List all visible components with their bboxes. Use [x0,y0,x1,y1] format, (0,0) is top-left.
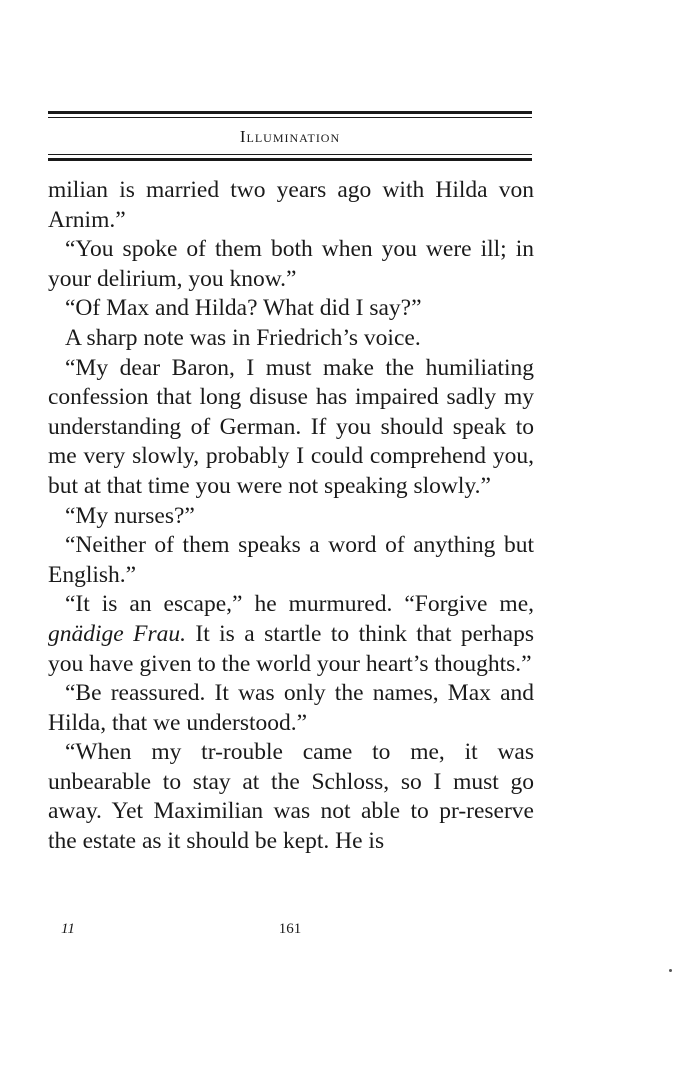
header-rule-thin-top [48,117,532,118]
header-rule-thick-top [48,111,532,114]
paragraph-8-part-1: “It is an escape,” he murmured. “Forgive me, [65,591,534,618]
header-rule-thin-bottom [48,154,532,155]
paragraph-2: “You spoke of them both when you were ill; in your delirium, you know.” [48,236,534,292]
page-number: 161 [278,921,302,937]
paragraph-3: “Of Max and Hilda? What did I say?” [65,295,422,322]
paragraph-8-part-2: It is a startle to think that perhaps you have given to the world your heart’s thoughts.” [48,620,534,677]
header-rule-thick-bottom [48,158,532,161]
body-text [48,176,534,857]
paragraph-10: “When my tr-rouble came to me, it was unbearable to stay at the Schloss, so I must go away. Yet Maximilian was not able to pr-reserve the estate as it should be kept. He is [48,739,534,855]
signature-mark: 11 [61,921,75,937]
paragraph-8 [48,590,534,679]
running-head: Illumination [239,127,341,146]
paragraph-8-italic-phrase: gnädige Frau. [48,620,186,647]
paragraph-9: “Be reassured. It was only the names, Max and Hilda, that we understood.” [48,680,534,736]
paragraph-4: A sharp note was in Friedrich’s voice. [65,324,421,351]
paragraph-7: “Neither of them speaks a word of anything but English.” [48,532,534,588]
paragraph-1: milian is married two years ago with Hilda von Arnim.” [48,177,534,233]
paragraph-5: “My dear Baron, I must make the humiliating confession that long disuse has impaired sadly my understanding of German. If you should speak to me very slowly, probably I could comprehend you, but at that time you were not speaking slowly.” [48,354,534,499]
paper-speck [669,969,672,972]
paragraph-6: “My nurses?” [65,502,195,529]
